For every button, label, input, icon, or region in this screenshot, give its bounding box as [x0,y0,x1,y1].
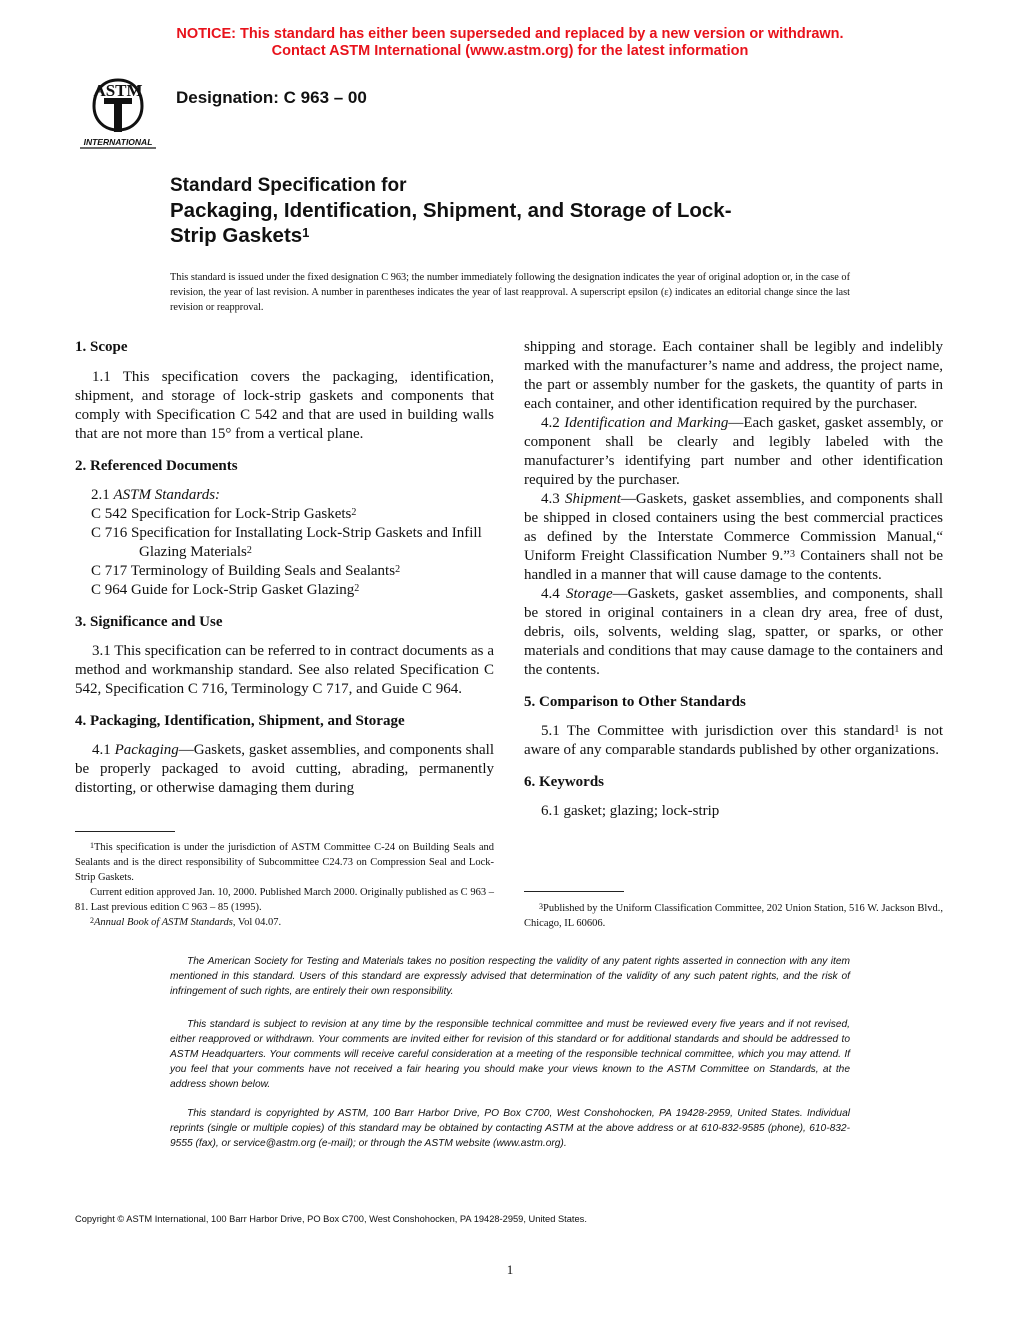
paragraph-4-1-title: Packaging [114,742,179,758]
reference-c717-text: C 717 Terminology of Building Seals and Sealants [91,563,396,579]
legal-patent-notice [170,954,850,999]
heading-significance: 3. Significance and Use [75,614,223,630]
paragraph-2-1-number: 2.1 [91,487,114,503]
heading-keywords: 6. Keywords [524,774,604,790]
designation: Designation: C 963 – 00 [176,88,367,107]
right-column [524,338,943,821]
heading-referenced-documents: 2. Referenced Documents [75,458,238,474]
reference-c542-text: C 542 Specification for Lock-Strip Gaskets [91,506,352,522]
footnote-1 [75,840,494,885]
footnote-2 [75,915,494,930]
reference-c716-text: C 716 Specification for Installating Lock-Strip Gaskets and Infill Glazing Materials [91,525,482,560]
paragraph-4-1 [75,741,494,798]
superseded-notice [0,26,1020,60]
footnote-rule-right [524,891,624,892]
paragraph-2-1-title: ASTM Standards: [113,487,221,503]
reference-c716 [75,524,494,562]
reference-c716-footnote: 2 [246,545,252,556]
paragraph-4-4-number: 4.4 [541,586,566,602]
paragraph-2-1 [75,486,494,505]
footnote-2-text: , Vol 04.07. [232,917,282,928]
paragraph-5-1 [524,722,943,760]
paragraph-4-3-text-a: —Gaskets, gasket assemblies, and components shall be shipped in closed containers using the best commercial practices as defined by the Interstate Commerce Commission Manual,“ Uniform Freight Classification Number 9.” [524,491,944,564]
paragraph-4-1-continued: shipping and storage. Each container shall be legibly and indelibly marked with the manufacturer’s name and address, the project name, the part or assembly number for the gaskets, the quantity of parts in each container, and other identification required by the purchaser. [524,339,943,412]
footnote-1-mark: 1 [90,841,94,850]
notice-line-2: Contact ASTM International (www.astm.org) for the latest information [271,43,749,59]
paragraph-4-4-title: Storage [565,586,613,602]
paragraph-5-1-footnote: 1 [894,724,900,735]
footnote-2-mark: 2 [90,916,94,925]
paragraph-5-1-text-a: 5.1 The Committee with jurisdiction over this standard [541,723,895,739]
paragraph-4-4 [524,585,943,680]
footnote-1-text: This specification is under the jurisdiction of ASTM Committee C-24 on Building Seals and Sealants and is the direct responsibility of Subcommittee C24.73 on Compression Seal and Lock-Strip Gaskets. [75,842,494,883]
issuance-note: This standard is issued under the fixed designation C 963; the number immediately following the designation indicates the year of original adoption or, in the case of revision, the year of last revision. A number in parentheses indicates the year of last reapproval. A superscript epsilon (ε) indicates an editorial change since the last revision or reapproval. [170,272,850,313]
legal-patent-text: The American Society for Testing and Materials takes no position respecting the validity of any patent rights asserted in connection with any item mentioned in this standard. Users of this standard are expressly advised that determination of the validity of any such patent rights, and the risk of infringement of such rights, are entirely their own responsibility. [170,956,850,997]
paragraph-4-3-footnote: 3 [789,549,795,560]
paragraph-4-1-number: 4.1 [92,742,115,758]
logo-subtitle: INTERNATIONAL [83,137,153,147]
paragraph-4-2 [524,414,943,490]
footnotes-right [524,901,943,931]
title-line-3 [170,223,850,248]
footnote-2-title: Annual Book of ASTM Standards [94,917,233,928]
left-column [75,338,494,798]
footnote-3-mark: 3 [539,902,543,911]
paragraph-4-2-number: 4.2 [541,415,565,431]
reference-c542 [75,505,494,524]
reference-c964 [75,581,494,600]
footnote-1-edition: Current edition approved Jan. 10, 2000. Published March 2000. Originally published as C 963 – 81. Last previous edition C 963 – 85 (1995). [75,887,494,913]
astm-logo-icon [74,74,162,152]
page-number: 1 [506,1262,514,1277]
paragraph-4-3-title: Shipment [565,491,621,507]
paragraph-4-1-text: —Gaskets, gasket assemblies, and components shall be properly packaged to avoid cutting, abrading, permanently distorting, or otherwise damaging them during [75,742,494,796]
paragraph-4-4-text: —Gaskets, gasket assemblies, and components, shall be stored in original containers in a clean dry area, free of dust, debris, oils, solvents, welding slag, spatter, or sparks, or other materials and conditions that may cause damage to the containers and the contents. [524,586,944,678]
reference-c717-footnote: 2 [395,564,401,575]
reference-c964-text: C 964 Guide for Lock-Strip Gasket Glazing [91,582,355,598]
footnote-rule-left [75,831,175,832]
footnote-3-text: Published by the Uniform Classification Committee, 202 Union Station, 516 W. Jackson Blvd., Chicago, IL 60606. [524,903,943,929]
legal-copyright-notice [170,1106,850,1151]
astm-logo [74,74,162,152]
heading-packaging: 4. Packaging, Identification, Shipment, and Storage [75,713,405,729]
notice-line-1: NOTICE: This standard has either been superseded and replaced by a new version or withdrawn. [176,26,844,42]
legal-copyright-text: This standard is copyrighted by ASTM, 100 Barr Harbor Drive, PO Box C700, West Conshohocken, PA 19428-2959, United States. Individual reprints (single or multiple copies) of this standard may be obtained by contacting ASTM at the above address or at 610-832-9585 (phone), 610-832-9555 (fax), or service@astm.org (e-mail); or through the ASTM website (www.astm.org). [170,1108,850,1149]
title-line-3-text: Strip Gaskets [170,224,303,247]
reference-c717 [75,562,494,581]
paragraph-4-3-text-b: Containers shall not be handled in a manner that will cause damage to the contents. [524,548,943,583]
reference-c542-footnote: 2 [351,507,357,518]
footnotes-left [75,840,494,930]
title-line-2: Packaging, Identification, Shipment, and Storage of Lock- [170,199,732,222]
paragraph-3-1: 3.1 This specification can be referred to in contract documents as a method and workmanship standard. See also related Specification C 542, Specification C 716, Terminology C 717, and Guide C 964. [75,643,494,697]
paragraph-4-3 [524,490,943,585]
reference-c964-footnote: 2 [354,583,360,594]
paragraph-5-1-text-b: is not aware of any comparable standards published by other organizations. [524,723,943,758]
heading-scope: 1. Scope [75,339,128,355]
legal-revision-text: This standard is subject to revision at any time by the responsible technical committee and must be reviewed every five years and if not revised, either reapproved or withdrawn. Your comments are invited either for revision of this standard or for additional standards and should be addressed to ASTM Headquarters. Your comments will receive careful consideration at a meeting of the responsible technical committee, which you may attend. If you feel that your comments have not received a fair hearing you should make your views known to the ASTM Committee on Standards, at the address shown below. [170,1019,850,1090]
heading-comparison: 5. Comparison to Other Standards [524,694,746,710]
title-line-1: Standard Specification for [170,175,407,196]
paragraph-4-2-title: Identification and Marking [564,415,729,431]
paragraph-4-2-text: —Each gasket, gasket assembly, or component shall be clearly and legibly labeled with the manufacturer’s identifying part number and other identification required by the purchaser. [524,415,943,488]
paragraph-6-1: 6.1 gasket; glazing; lock-strip [541,803,720,819]
logo-letters: ASTM [93,81,143,100]
copyright-line: Copyright © ASTM International, 100 Barr Harbor Drive, PO Box C700, West Conshohocken, PA 19428-2959, United States. [75,1214,587,1224]
footnote-3 [524,901,943,931]
legal-revision-notice [170,1017,850,1092]
document-title [170,174,850,248]
paragraph-1-1: 1.1 This specification covers the packaging, identification, shipment, and storage of lock-strip gaskets and components that comply with Specification C 542 and that are used in building walls that are not more than 15° from a vertical plane. [75,369,494,442]
title-footnote-mark: 1 [302,225,310,240]
paragraph-4-3-number: 4.3 [541,491,566,507]
